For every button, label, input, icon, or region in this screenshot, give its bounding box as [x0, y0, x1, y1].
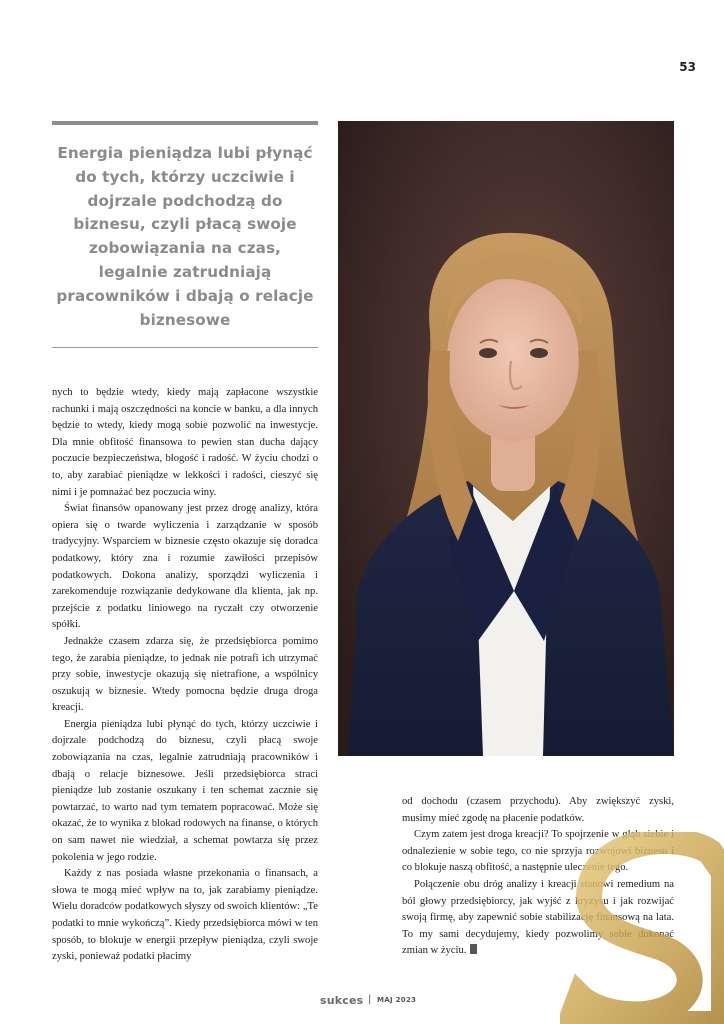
paragraph-text: Połączenie obu dróg analizy i kreacji stanowi remedium na ból głowy przedsiębiorcy, jak wyjść z kryzysu i jak rozwijać swoją firmę, aby zapewnić sobie stabilizację finansową na lata. To my sami decydujemy, kiedy pozwolimy sobie dokonać zmian w życiu.: [402, 878, 674, 957]
paragraph: nych to będzie wtedy, kiedy mają zapłacone wszystkie rachunki i mają oszczędności na koncie w banku, a dla innych będzie to wtedy, kiedy mogą sobie pozwolić na inwestycje. Dla mnie obfitość finansowa to pewien stan ducha dający poczucie bezpieczeństwa, błogość i radość. W życiu chodzi o to, aby zarabiać pieniądze w lekkości i radości, cieszyć się nimi i je pomnażać bez poczucia winy.: [52, 387, 318, 498]
paragraph: Energia pieniądza lubi płynąć do tych, którzy uczciwie i dojrzale podchodzą do biznesu, czyli płacą swoje zobowiązania na czas, legalnie zatrudniają pracowników i dbają o relacje biznesowe. Jeśli przedsiębiorca straci pieniądze lub zostanie oszukany i ten schemat zacznie się powtarzać, to warto nad tym tematem popracować. Może się okazać, że to wynika z blokad rodowych na finanse, o których on sam nawet nie wiedział, a schemat powtarza się przez pokolenia w jego rodzie.: [52, 718, 318, 863]
paragraph: [402, 877, 674, 960]
left-text-column: [52, 385, 318, 966]
paragraph: od dochodu (czasem przychodu). Aby zwiększyć zyski, musimy mieć zgodę na płacenie podatków.: [402, 796, 674, 824]
paragraph: Świat finansów opanowany jest przez drogę analizy, która opiera się o twarde wyliczenia i zarządzanie w sposób tradycyjny. Wsparciem w biznesie często okazuje się doradca podatkowy, który zna i rozumie zawiłości przepisów podatkowych. Dokona analizy, sporządzi wyliczenia i zarekomenduje rozwiązanie dedykowane dla klienta, jak np. przejście z podatku liniowego na ryczałt czy otworzenie spółki.: [52, 503, 318, 631]
right-text-column: [402, 794, 674, 960]
paragraph: Każdy z nas posiada własne przekonania o finansach, a słowa te mogą mieć wpływ na to, jak zarabiamy pieniądze. Wielu doradców podatkowych słyszy od swoich klientów: „Te podatki to mnie wykończą”. Kiedy przedsiębiorca mówi w ten sposób, to blokuje w energii przepływ pieniądza, czyli swoje zyski, ponieważ podatki płacimy: [52, 868, 318, 963]
paragraph: Jednakże czasem zdarza się, że przedsiębiorca pomimo tego, że zarabia pieniądze, to jednak nie potrafi ich utrzymać przy sobie, inwestycje okazują się nietrafione, a wspólnicy oszukują w biznesie. Wtedy pomocna będzie druga droga kreacji.: [52, 635, 318, 714]
portrait-photo: [338, 121, 674, 756]
magazine-logo: sukces: [320, 994, 364, 1007]
pull-quote: Energia pieniądza lubi płynąć do tych, którzy uczciwie i dojrzale podchodzą do biznesu, czyli płacą swoje zobowiązania na czas, legalnie zatrudniają pracowników i dbają o relacje biznesowe: [56, 144, 314, 329]
bottom-divider: [52, 347, 318, 348]
portrait-illustration: [338, 121, 674, 756]
paragraph: Czym zatem jest droga kreacji? To spojrzenie w głąb siebie i odnalezienie w sobie tego, co nie sprzyja rozwojowi biznesu i co blokuje naszą obfitość, a następnie uleczenie tego.: [402, 829, 674, 874]
issue-label: MAJ 2023: [377, 996, 417, 1004]
footer-separator: |: [368, 994, 372, 1005]
page-number: 53: [679, 60, 696, 74]
end-of-article-mark: [470, 944, 477, 954]
top-divider: [52, 121, 318, 125]
